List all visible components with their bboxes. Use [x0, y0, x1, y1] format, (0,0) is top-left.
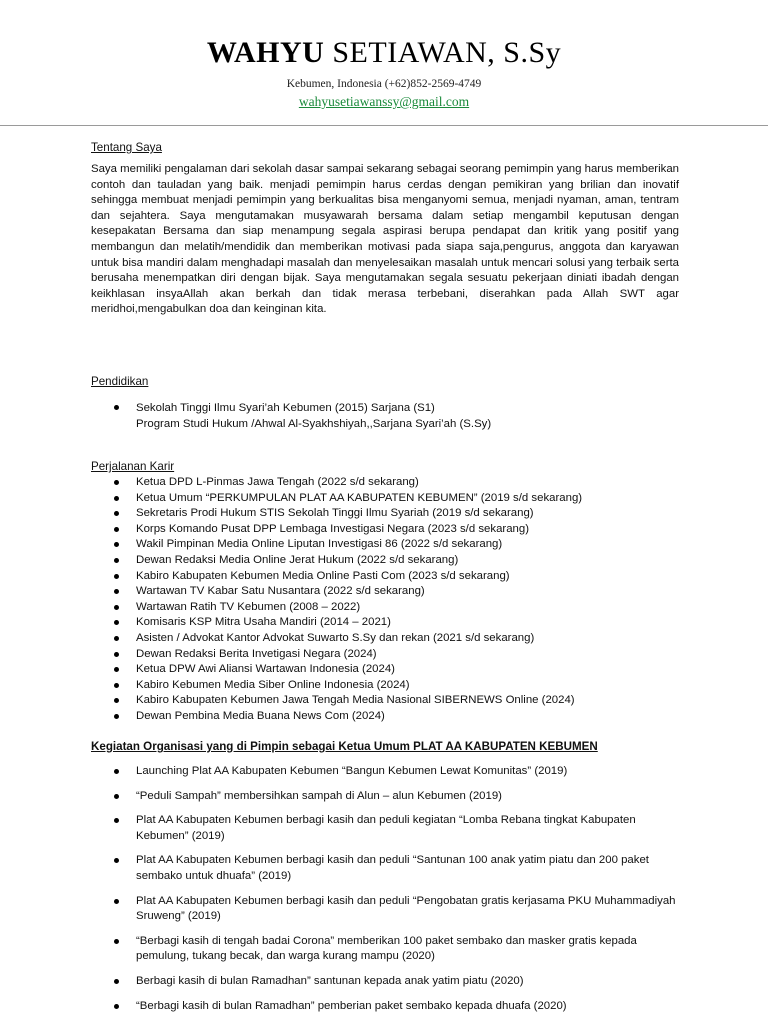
- list-item: [0, 709, 582, 725]
- list-item: [0, 600, 582, 616]
- career-list: [0, 475, 582, 725]
- activity-item-text: Berbagi kasih di bulan Ramadhan” santunan kepada anak yatim piatu (2020): [136, 974, 524, 987]
- name-first: WAHYU: [206, 36, 325, 69]
- education-title: Pendidikan: [91, 375, 149, 388]
- bullet-icon: [114, 818, 119, 823]
- list-item: [0, 647, 582, 663]
- career-item-text: Wartawan Ratih TV Kebumen (2008 – 2022): [136, 600, 361, 613]
- list-item: [0, 615, 582, 631]
- career-item-text: Kabiro Kabupaten Kebumen Media Online Pasti Com (2023 s/d sekarang): [136, 569, 510, 582]
- bullet-icon: [114, 527, 119, 532]
- education-line-2: Program Studi Hukum /Ahwal Al-Syakhshiyah,,Sarjana Syari’ah (S.Sy): [136, 418, 492, 430]
- career-item-text: Korps Komando Pusat DPP Lembaga Investigasi Negara (2023 s/d sekarang): [136, 522, 529, 535]
- bullet-icon: [114, 979, 119, 984]
- bullet-icon: [114, 589, 119, 594]
- bullet-icon: [114, 652, 119, 657]
- career-item-text: Dewan Redaksi Media Online Jerat Hukum (2022 s/d sekarang): [136, 553, 459, 566]
- bullet-icon: [114, 939, 119, 944]
- list-item: [0, 678, 582, 694]
- activity-item-text: Plat AA Kabupaten Kebumen berbagi kasih dan peduli “Pengobatan gratis kerjasama PKU Muhammadiyah Sruweng” (2019): [136, 894, 676, 923]
- bullet-icon: [114, 683, 119, 688]
- career-item-text: Dewan Redaksi Berita Invetigasi Negara (2024): [136, 647, 377, 660]
- activity-item-text: “Berbagi kasih di tengah badai Corona” memberikan 100 paket sembako dan masker gratis kepada pemulung, tukang becak, dan warga kurang mampu (2020): [136, 934, 637, 963]
- career-item-text: Kabiro Kabupaten Kebumen Jawa Tengah Media Nasional SIBERNEWS Online (2024): [136, 694, 575, 707]
- bullet-icon: [114, 558, 119, 563]
- bullet-icon: [114, 698, 119, 703]
- bullet-icon: [114, 605, 119, 610]
- bullet-icon: [114, 1004, 119, 1009]
- bullet-icon: [114, 511, 119, 516]
- resume-name: [0, 36, 768, 70]
- list-item: [0, 764, 676, 780]
- career-item-text: Asisten / Advokat Kantor Advokat Suwarto S.Sy dan rekan (2021 s/d sekarang): [136, 631, 535, 644]
- header-divider: [0, 125, 768, 126]
- activities-title: Kegiatan Organisasi yang di Pimpin sebagai Ketua Umum PLAT AA KABUPATEN KEBUMEN: [91, 740, 598, 753]
- about-title: Tentang Saya: [91, 141, 162, 154]
- list-item: [0, 894, 676, 925]
- bullet-icon: [114, 714, 119, 719]
- list-item: [0, 537, 582, 553]
- bullet-icon: [114, 899, 119, 904]
- email-link[interactable]: wahyusetiawanssy@gmail.com: [298, 94, 470, 109]
- career-title: Perjalanan Karir: [91, 460, 175, 473]
- career-item-text: Wartawan TV Kabar Satu Nusantara (2022 s/d sekarang): [136, 585, 425, 598]
- about-paragraph: Saya memiliki pengalaman dari sekolah dasar sampai sekarang sebagai seorang pemimpin yang harus memberikan contoh dan tauladan yang baik. menjadi pemimpin harus cerdas dengan pemikiran yang brilian dan inovatif sehingga membuat menjadi pemimpin yang berkualitas bisa menganyomi semua, menjadi nyaman, aman, tentram dan sejahtera. Saya mengutamakan musyawarah bersama dalam setiap mengambil keputusan dengan kesepakatan Bersama dan siap menampung segala aspirasi berupa pendapat dan kritik yang positif yang membangun dan melatih/mendidik dan memberikan motivasi pada siapa saja,pengurus, anggota dan karyawan untuk bisa mandiri dalam menghadapi masalah dan menyelesaikan masalah untuk mencari solusi yang terbaik serta berusaha menempatkan diri dengan bijak. Saya mengutamakan segala sesuatu pekerjaan diniati ibadah dengan keikhlasan insyaAllah akan berkah dan tidak merasa terbebani, diserahkan pada Allah SWT agar meridhoi,mengabulkan doa dan keinginan kita.: [91, 163, 679, 316]
- name-rest: SETIAWAN, S.Sy: [324, 36, 562, 69]
- list-item: [0, 569, 582, 585]
- list-item: [0, 491, 582, 507]
- career-item-text: Wakil Pimpinan Media Online Liputan Investigasi 86 (2022 s/d sekarang): [136, 538, 503, 551]
- bullet-icon: [114, 405, 119, 410]
- list-item: [0, 475, 582, 491]
- activity-item-text: Launching Plat AA Kabupaten Kebumen “Bangun Kebumen Lewat Komunitas” (2019): [136, 765, 568, 777]
- list-item: [0, 584, 582, 600]
- list-item: [0, 553, 582, 569]
- career-item-text: Ketua DPD L-Pinmas Jawa Tengah (2022 s/d sekarang): [136, 476, 419, 488]
- education-list: [0, 400, 656, 432]
- list-item: [0, 400, 656, 432]
- contact-line: Kebumen, Indonesia (+62)852-2569-4749: [286, 78, 482, 90]
- list-item: [0, 789, 676, 805]
- list-item: [0, 522, 582, 538]
- bullet-icon: [114, 542, 119, 547]
- bullet-icon: [114, 794, 119, 799]
- activities-list: [0, 764, 676, 1014]
- bullet-icon: [114, 480, 119, 485]
- list-item: [0, 999, 676, 1015]
- list-item: [0, 974, 676, 990]
- bullet-icon: [114, 858, 119, 863]
- list-item: [0, 631, 582, 647]
- list-item: [0, 813, 676, 844]
- bullet-icon: [114, 496, 119, 501]
- education-line-1: Sekolah Tinggi Ilmu Syari’ah Kebumen (2015) Sarjana (S1): [136, 402, 435, 414]
- career-item-text: Kabiro Kebumen Media Siber Online Indonesia (2024): [136, 678, 410, 691]
- career-item-text: Dewan Pembina Media Buana News Com (2024): [136, 709, 385, 722]
- list-item: [0, 693, 582, 709]
- activity-item-text: “Berbagi kasih di bulan Ramadhan” pemberian paket sembako kepada dhuafa (2020): [136, 999, 567, 1012]
- list-item: [0, 506, 582, 522]
- bullet-icon: [114, 574, 119, 579]
- bullet-icon: [114, 667, 119, 672]
- bullet-icon: [114, 769, 119, 774]
- bullet-icon: [114, 636, 119, 641]
- list-item: [0, 934, 676, 965]
- career-item-text: Sekretaris Prodi Hukum STIS Sekolah Tinggi Ilmu Syariah (2019 s/d sekarang): [136, 507, 534, 520]
- bullet-icon: [114, 620, 119, 625]
- activity-item-text: Plat AA Kabupaten Kebumen berbagi kasih dan peduli “Santunan 100 anak yatim piatu dan 200 paket sembako untuk dhuafa” (2019): [136, 854, 649, 882]
- activity-item-text: Plat AA Kabupaten Kebumen berbagi kasih dan peduli kegiatan “Lomba Rebana tingkat Kabupaten Kebumen” (2019): [136, 814, 636, 842]
- activity-item-text: “Peduli Sampah” membersihkan sampah di Alun – alun Kebumen (2019): [136, 789, 502, 802]
- career-item-text: Komisaris KSP Mitra Usaha Mandiri (2014 – 2021): [136, 616, 391, 629]
- career-item-text: Ketua DPW Awi Aliansi Wartawan Indonesia (2024): [136, 663, 395, 676]
- list-item: [0, 662, 582, 678]
- career-item-text: Ketua Umum “PERKUMPULAN PLAT AA KABUPATEN KEBUMEN” (2019 s/d sekarang): [136, 491, 583, 504]
- list-item: [0, 853, 676, 884]
